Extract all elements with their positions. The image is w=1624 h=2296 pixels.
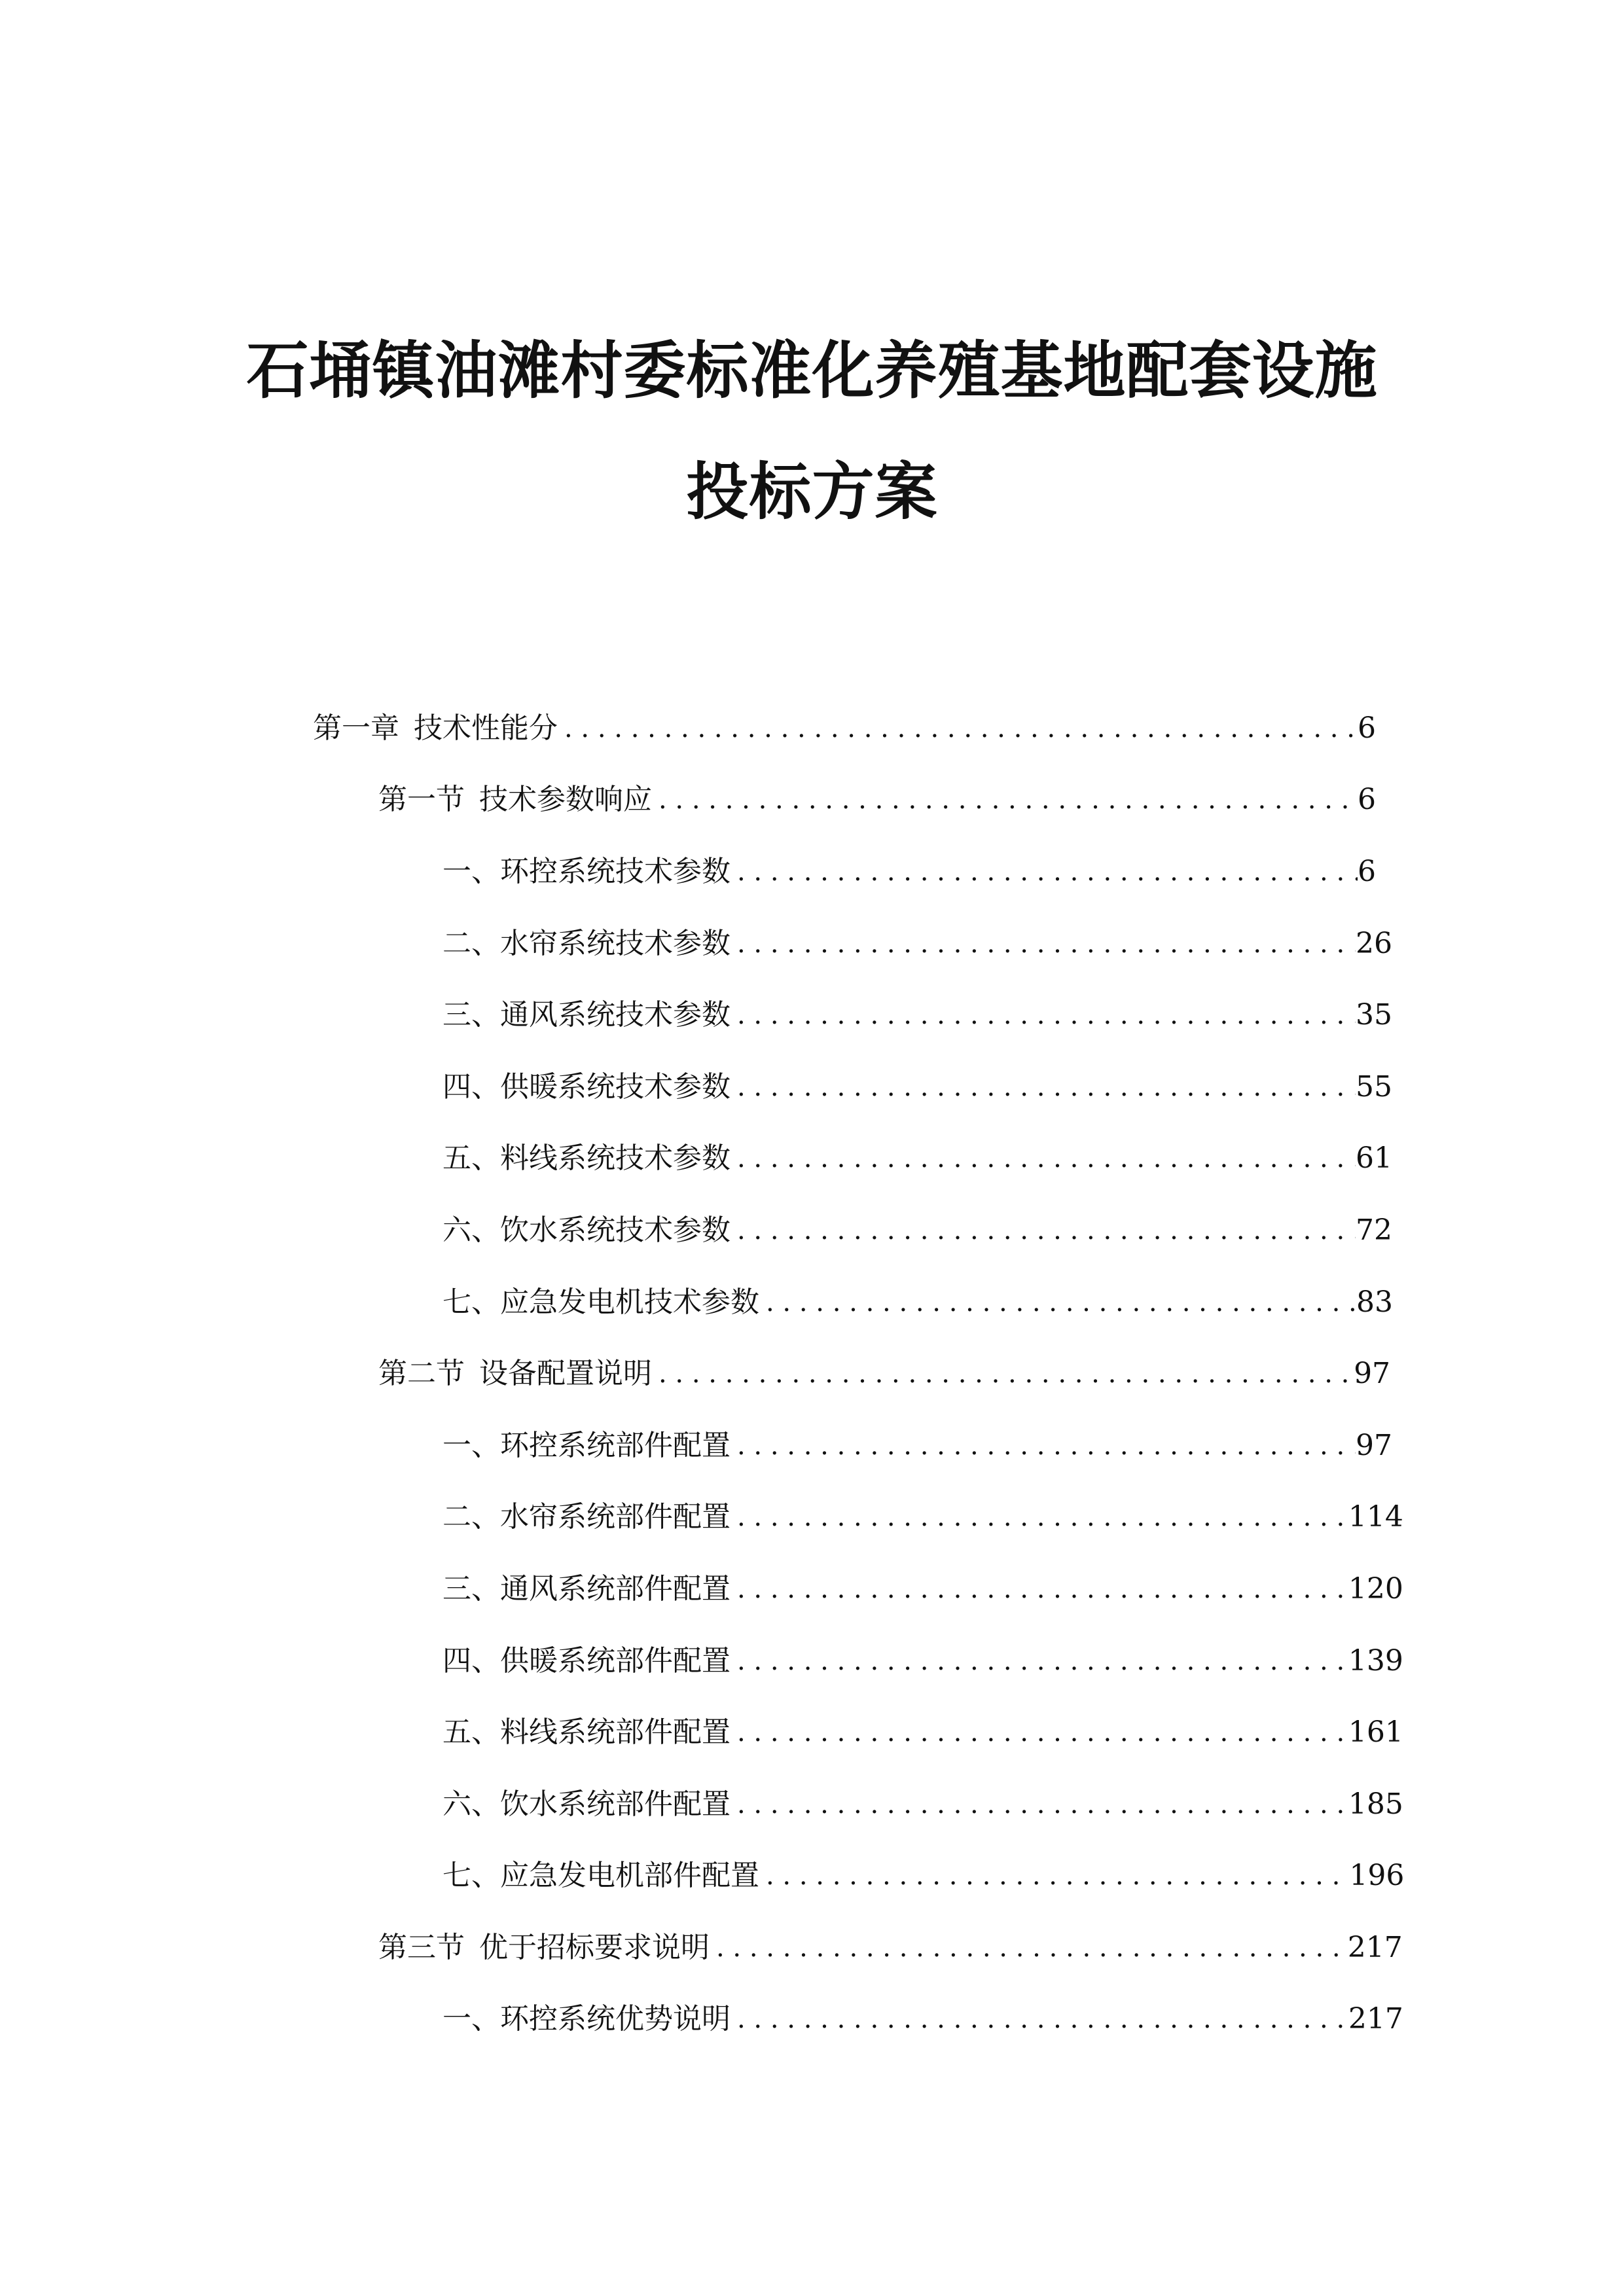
toc-entry-title: 供暖系统技术参数 xyxy=(500,1069,731,1103)
toc-entry-number: 四、 xyxy=(442,1069,500,1103)
toc-entry-title: 水帘系统技术参数 xyxy=(500,926,731,960)
document-title-line-1: 石埇镇油滩村委标准化养殖基地配套设施 xyxy=(246,335,1378,407)
toc-entry-page-number: 35 xyxy=(1355,998,1392,1032)
toc-entry-page-number: 120 xyxy=(1348,1571,1403,1605)
toc-entry-page-number: 83 xyxy=(1356,1285,1393,1319)
toc-entry-number: 二、 xyxy=(442,1500,500,1534)
toc-entry-title: 水帘系统部件配置 xyxy=(500,1500,731,1534)
toc-entry[interactable] xyxy=(0,1625,1624,1697)
toc-entry[interactable] xyxy=(0,1194,1624,1266)
toc-entry[interactable] xyxy=(0,1984,1624,2056)
toc-dot-leader xyxy=(731,2006,1348,2032)
toc-entry-page-number: 6 xyxy=(1358,854,1376,888)
toc-entry-number: 第三节 xyxy=(378,1930,465,1964)
toc-entry[interactable] xyxy=(0,1266,1624,1338)
toc-entry-title: 技术性能分 xyxy=(414,711,558,745)
toc-dot-leader xyxy=(731,931,1356,957)
toc-entry[interactable] xyxy=(0,692,1624,764)
toc-entry[interactable] xyxy=(0,1051,1624,1123)
toc-entry[interactable] xyxy=(0,1553,1624,1625)
toc-entry-number: 一、 xyxy=(442,2002,500,2036)
toc-entry-page-number: 217 xyxy=(1347,1930,1403,1964)
toc-dot-leader xyxy=(652,787,1358,813)
toc-entry-number: 六、 xyxy=(442,1787,500,1821)
toc-entry-number: 五、 xyxy=(442,1715,500,1749)
toc-entry-number: 三、 xyxy=(442,998,500,1032)
toc-dot-leader xyxy=(710,1935,1348,1961)
toc-entry-page-number: 61 xyxy=(1355,1141,1392,1175)
table-of-contents xyxy=(0,692,1624,2055)
toc-entry[interactable] xyxy=(0,1338,1624,1410)
toc-entry-title: 环控系统技术参数 xyxy=(500,854,731,888)
toc-entry-number: 三、 xyxy=(442,1571,500,1605)
toc-entry-title: 通风系统部件配置 xyxy=(500,1571,731,1605)
toc-entry-number: 六、 xyxy=(442,1213,500,1247)
toc-entry[interactable] xyxy=(0,1696,1624,1768)
toc-dot-leader xyxy=(731,859,1358,885)
toc-entry[interactable] xyxy=(0,908,1624,980)
toc-entry-title: 供暖系统部件配置 xyxy=(500,1643,731,1677)
toc-entry-number: 第一章 xyxy=(313,711,399,745)
toc-entry-page-number: 114 xyxy=(1348,1500,1403,1534)
toc-entry-page-number: 97 xyxy=(1354,1357,1391,1391)
toc-entry-number: 二、 xyxy=(442,926,500,960)
toc-entry[interactable] xyxy=(0,979,1624,1051)
toc-entry-number: 五、 xyxy=(442,1141,500,1175)
toc-entry-page-number: 139 xyxy=(1348,1643,1403,1677)
toc-entry-page-number: 26 xyxy=(1355,926,1392,960)
toc-entry-page-number: 217 xyxy=(1348,2002,1403,2036)
toc-entry-number: 第一节 xyxy=(378,783,465,817)
toc-entry-page-number: 196 xyxy=(1349,1859,1405,1893)
toc-dot-leader xyxy=(558,715,1358,742)
toc-entry[interactable] xyxy=(0,1410,1624,1482)
toc-entry-title: 料线系统部件配置 xyxy=(500,1715,731,1749)
toc-entry-number: 第二节 xyxy=(378,1357,465,1391)
toc-entry-number: 一、 xyxy=(442,854,500,888)
toc-dot-leader xyxy=(731,1791,1348,1818)
toc-entry-title: 通风系统技术参数 xyxy=(500,998,731,1032)
toc-entry-page-number: 161 xyxy=(1348,1715,1403,1749)
toc-entry-number: 七、 xyxy=(442,1285,500,1319)
toc-entry-title: 设备配置说明 xyxy=(479,1357,652,1391)
toc-entry-title: 优于招标要求说明 xyxy=(479,1930,710,1964)
toc-dot-leader xyxy=(731,1145,1356,1172)
toc-entry-title: 应急发电机部件配置 xyxy=(500,1859,759,1893)
toc-dot-leader xyxy=(731,1074,1356,1100)
toc-entry-page-number: 72 xyxy=(1355,1213,1392,1247)
toc-dot-leader xyxy=(731,1719,1348,1746)
toc-entry-page-number: 97 xyxy=(1355,1428,1392,1462)
toc-dot-leader xyxy=(731,1648,1348,1674)
toc-entry-title: 环控系统部件配置 xyxy=(500,1428,731,1462)
toc-entry[interactable] xyxy=(0,764,1624,836)
toc-entry-title: 应急发电机技术参数 xyxy=(500,1285,759,1319)
toc-entry-page-number: 55 xyxy=(1355,1069,1392,1103)
toc-dot-leader xyxy=(731,1433,1356,1459)
toc-entry[interactable] xyxy=(0,1123,1624,1195)
toc-entry-title: 环控系统优势说明 xyxy=(500,2002,731,2036)
toc-entry[interactable] xyxy=(0,836,1624,908)
toc-dot-leader xyxy=(652,1361,1354,1387)
toc-entry[interactable] xyxy=(0,1482,1624,1554)
toc-entry-number: 七、 xyxy=(442,1859,500,1893)
toc-dot-leader xyxy=(731,1002,1356,1028)
toc-dot-leader xyxy=(759,1863,1349,1889)
toc-entry[interactable] xyxy=(0,1768,1624,1840)
toc-entry[interactable] xyxy=(0,1840,1624,1912)
toc-entry-title: 饮水系统技术参数 xyxy=(500,1213,731,1247)
toc-dot-leader xyxy=(731,1576,1348,1602)
toc-entry-page-number: 6 xyxy=(1358,783,1376,817)
toc-entry-number: 一、 xyxy=(442,1428,500,1462)
toc-entry-page-number: 185 xyxy=(1348,1787,1403,1821)
toc-dot-leader xyxy=(731,1217,1356,1244)
toc-dot-leader xyxy=(759,1289,1356,1316)
toc-entry-title: 料线系统技术参数 xyxy=(500,1141,731,1175)
toc-entry-title: 饮水系统部件配置 xyxy=(500,1787,731,1821)
toc-entry-page-number: 6 xyxy=(1358,711,1376,745)
toc-entry-title: 技术参数响应 xyxy=(479,783,652,817)
toc-dot-leader xyxy=(731,1504,1348,1530)
toc-entry-number: 四、 xyxy=(442,1643,500,1677)
document-title-line-2: 投标方案 xyxy=(686,456,938,528)
toc-entry[interactable] xyxy=(0,1912,1624,1984)
